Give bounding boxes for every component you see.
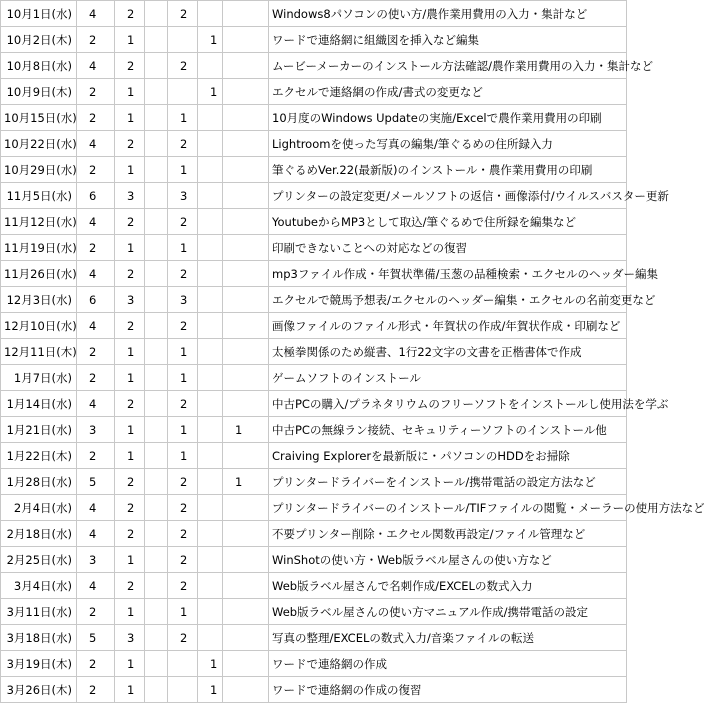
count-cell-3: [145, 157, 168, 183]
date-cell: 3月4日(水): [1, 573, 77, 599]
count-cell-4: 2: [168, 625, 198, 651]
table-row: [1, 391, 627, 417]
count-cell-5: [198, 261, 223, 287]
description-cell: ワードで連絡網に組織図を挿入など編集: [269, 27, 627, 53]
count-cell-4: [168, 651, 198, 677]
count-cell-5: [198, 287, 223, 313]
description-cell: プリンタードライバーのインストール/TIFファイルの閲覧・メーラーの使用方法など: [269, 495, 627, 521]
count-cell-4: 2: [168, 495, 198, 521]
count-cell-2: 3: [115, 183, 145, 209]
description-cell: 10月度のWindows Updateの実施/Excelで農作業用費用の印刷: [269, 105, 627, 131]
count-cell-3: [145, 443, 168, 469]
table-row: [1, 625, 627, 651]
description-cell: Web版ラベル屋さんの使い方マニュアル作成/携帯電話の設定: [269, 599, 627, 625]
count-cell-2: 3: [115, 287, 145, 313]
count-cell-5: [198, 105, 223, 131]
count-cell-1: 4: [77, 209, 115, 235]
count-cell-5: [198, 469, 223, 495]
count-cell-3: [145, 183, 168, 209]
count-cell-2: 1: [115, 105, 145, 131]
description-cell: 中古PCの無線ラン接続、セキュリティーソフトのインストール他: [269, 417, 627, 443]
count-cell-2: 2: [115, 1, 145, 27]
count-cell-1: 2: [77, 651, 115, 677]
count-cell-3: [145, 27, 168, 53]
table-row: [1, 1, 627, 27]
count-cell-1: 2: [77, 599, 115, 625]
count-cell-3: [145, 365, 168, 391]
count-cell-2: 2: [115, 261, 145, 287]
count-cell-6: [223, 157, 269, 183]
table-row: [1, 443, 627, 469]
count-cell-6: [223, 261, 269, 287]
count-cell-6: [223, 573, 269, 599]
count-cell-1: 2: [77, 365, 115, 391]
count-cell-4: 2: [168, 469, 198, 495]
date-cell: 12月10日(水): [1, 313, 77, 339]
count-cell-1: 6: [77, 183, 115, 209]
table-row: [1, 183, 627, 209]
count-cell-5: [198, 235, 223, 261]
description-cell: YoutubeからMP3として取込/筆ぐるめで住所録を編集など: [269, 209, 627, 235]
count-cell-6: 1: [223, 417, 269, 443]
count-cell-5: [198, 547, 223, 573]
count-cell-6: [223, 131, 269, 157]
count-cell-5: [198, 365, 223, 391]
count-cell-6: [223, 287, 269, 313]
count-cell-2: 2: [115, 573, 145, 599]
count-cell-1: 4: [77, 53, 115, 79]
count-cell-4: 1: [168, 365, 198, 391]
count-cell-5: [198, 339, 223, 365]
table-row: [1, 599, 627, 625]
count-cell-2: 1: [115, 547, 145, 573]
count-cell-1: 2: [77, 157, 115, 183]
count-cell-5: [198, 521, 223, 547]
count-cell-1: 2: [77, 105, 115, 131]
count-cell-1: 4: [77, 131, 115, 157]
count-cell-3: [145, 391, 168, 417]
count-cell-1: 4: [77, 495, 115, 521]
count-cell-4: 2: [168, 209, 198, 235]
table-row: [1, 417, 627, 443]
count-cell-2: 1: [115, 651, 145, 677]
date-cell: 10月15日(水): [1, 105, 77, 131]
count-cell-3: [145, 677, 168, 703]
table-row: [1, 261, 627, 287]
description-cell: ムービーメーカーのインストール方法確認/農作業用費用の入力・集計など: [269, 53, 627, 79]
count-cell-2: 1: [115, 677, 145, 703]
count-cell-1: 5: [77, 469, 115, 495]
date-cell: 12月11日(木): [1, 339, 77, 365]
count-cell-3: [145, 105, 168, 131]
count-cell-1: 3: [77, 417, 115, 443]
count-cell-2: 1: [115, 27, 145, 53]
date-cell: 3月11日(水): [1, 599, 77, 625]
count-cell-6: [223, 391, 269, 417]
date-cell: 1月22日(木): [1, 443, 77, 469]
table-row: [1, 209, 627, 235]
count-cell-4: 2: [168, 573, 198, 599]
description-cell: Craiving Explorerを最新版に・パソコンのHDDをお掃除: [269, 443, 627, 469]
count-cell-5: [198, 391, 223, 417]
count-cell-1: 5: [77, 625, 115, 651]
date-cell: 11月19日(水): [1, 235, 77, 261]
count-cell-3: [145, 131, 168, 157]
date-cell: 11月12日(水): [1, 209, 77, 235]
count-cell-6: [223, 235, 269, 261]
count-cell-3: [145, 53, 168, 79]
count-cell-3: [145, 287, 168, 313]
count-cell-3: [145, 599, 168, 625]
count-cell-5: [198, 599, 223, 625]
description-cell: 筆ぐるめVer.22(最新版)のインストール・農作業用費用の印刷: [269, 157, 627, 183]
description-cell: ワードで連絡網の作成: [269, 651, 627, 677]
count-cell-5: [198, 183, 223, 209]
count-cell-3: [145, 469, 168, 495]
table-row: [1, 313, 627, 339]
count-cell-3: [145, 625, 168, 651]
count-cell-3: [145, 79, 168, 105]
date-cell: 11月5日(水): [1, 183, 77, 209]
date-cell: 1月28日(水): [1, 469, 77, 495]
description-cell: 写真の整理/EXCELの数式入力/音楽ファイルの転送: [269, 625, 627, 651]
count-cell-4: [168, 79, 198, 105]
count-cell-2: 1: [115, 417, 145, 443]
count-cell-1: 4: [77, 313, 115, 339]
count-cell-6: [223, 625, 269, 651]
description-cell: 画像ファイルのファイル形式・年賀状の作成/年賀状作成・印刷など: [269, 313, 627, 339]
count-cell-5: [198, 209, 223, 235]
table-row: [1, 53, 627, 79]
count-cell-2: 1: [115, 339, 145, 365]
count-cell-6: [223, 599, 269, 625]
table-row: [1, 495, 627, 521]
count-cell-4: 1: [168, 105, 198, 131]
count-cell-6: [223, 339, 269, 365]
count-cell-5: [198, 417, 223, 443]
count-cell-2: 1: [115, 235, 145, 261]
count-cell-3: [145, 1, 168, 27]
date-cell: 11月26日(水): [1, 261, 77, 287]
count-cell-6: [223, 1, 269, 27]
count-cell-3: [145, 235, 168, 261]
count-cell-5: 1: [198, 677, 223, 703]
count-cell-5: [198, 157, 223, 183]
count-cell-4: 2: [168, 391, 198, 417]
date-cell: 10月2日(木): [1, 27, 77, 53]
count-cell-4: 1: [168, 443, 198, 469]
count-cell-4: 2: [168, 131, 198, 157]
count-cell-2: 2: [115, 209, 145, 235]
count-cell-3: [145, 521, 168, 547]
count-cell-2: 2: [115, 521, 145, 547]
table-row: [1, 365, 627, 391]
date-cell: 1月7日(水): [1, 365, 77, 391]
count-cell-1: 2: [77, 443, 115, 469]
count-cell-6: [223, 521, 269, 547]
date-cell: 10月8日(水): [1, 53, 77, 79]
date-cell: 1月21日(水): [1, 417, 77, 443]
table-row: [1, 651, 627, 677]
count-cell-2: 1: [115, 365, 145, 391]
description-cell: Web版ラベル屋さんで名刺作成/EXCELの数式入力: [269, 573, 627, 599]
count-cell-4: 1: [168, 599, 198, 625]
count-cell-3: [145, 573, 168, 599]
table-row: [1, 235, 627, 261]
count-cell-3: [145, 339, 168, 365]
count-cell-6: [223, 53, 269, 79]
count-cell-2: 2: [115, 495, 145, 521]
table-row: [1, 521, 627, 547]
count-cell-2: 1: [115, 157, 145, 183]
count-cell-1: 4: [77, 573, 115, 599]
description-cell: エクセルで競馬予想表/エクセルのヘッダー編集・エクセルの名前変更など: [269, 287, 627, 313]
count-cell-5: 1: [198, 27, 223, 53]
count-cell-6: [223, 105, 269, 131]
count-cell-5: [198, 313, 223, 339]
count-cell-4: 1: [168, 417, 198, 443]
count-cell-4: 2: [168, 53, 198, 79]
count-cell-1: 4: [77, 1, 115, 27]
count-cell-1: 3: [77, 547, 115, 573]
date-cell: 12月3日(水): [1, 287, 77, 313]
count-cell-5: 1: [198, 79, 223, 105]
count-cell-2: 2: [115, 131, 145, 157]
date-cell: 10月9日(木): [1, 79, 77, 105]
count-cell-6: [223, 313, 269, 339]
count-cell-6: [223, 365, 269, 391]
count-cell-5: [198, 495, 223, 521]
count-cell-1: 6: [77, 287, 115, 313]
count-cell-2: 2: [115, 313, 145, 339]
date-cell: 2月4日(水): [1, 495, 77, 521]
table-row: [1, 547, 627, 573]
description-cell: プリンターの設定変更/メールソフトの返信・画像添付/ウイルスバスター更新: [269, 183, 627, 209]
date-cell: 10月22日(水): [1, 131, 77, 157]
date-cell: 10月29日(水): [1, 157, 77, 183]
count-cell-4: 2: [168, 547, 198, 573]
count-cell-4: 3: [168, 287, 198, 313]
description-cell: Lightroomを使った写真の編集/筆ぐるめの住所録入力: [269, 131, 627, 157]
date-cell: 3月26日(木): [1, 677, 77, 703]
count-cell-6: [223, 443, 269, 469]
count-cell-5: [198, 625, 223, 651]
date-cell: 3月18日(水): [1, 625, 77, 651]
count-cell-1: 2: [77, 79, 115, 105]
count-cell-6: [223, 547, 269, 573]
description-cell: ワードで連絡網の作成の復習: [269, 677, 627, 703]
count-cell-4: 1: [168, 235, 198, 261]
description-cell: 印刷できないことへの対応などの復習: [269, 235, 627, 261]
count-cell-5: [198, 573, 223, 599]
count-cell-2: 2: [115, 53, 145, 79]
count-cell-5: 1: [198, 651, 223, 677]
description-cell: Windows8パソコンの使い方/農作業用費用の入力・集計など: [269, 1, 627, 27]
count-cell-1: 2: [77, 235, 115, 261]
description-cell: 不要プリンター削除・エクセル関数再設定/ファイル管理など: [269, 521, 627, 547]
date-cell: 10月1日(水): [1, 1, 77, 27]
table-row: [1, 339, 627, 365]
count-cell-1: 2: [77, 677, 115, 703]
count-cell-4: 2: [168, 261, 198, 287]
table-row: [1, 573, 627, 599]
count-cell-2: 3: [115, 625, 145, 651]
count-cell-2: 1: [115, 79, 145, 105]
count-cell-1: 2: [77, 339, 115, 365]
count-cell-5: [198, 443, 223, 469]
count-cell-5: [198, 53, 223, 79]
table-row: [1, 105, 627, 131]
count-cell-4: 2: [168, 521, 198, 547]
count-cell-6: [223, 183, 269, 209]
count-cell-6: [223, 27, 269, 53]
count-cell-4: 3: [168, 183, 198, 209]
count-cell-6: [223, 651, 269, 677]
table-row: [1, 157, 627, 183]
description-cell: 中古PCの購入/プラネタリウムのフリーソフトをインストールし使用法を学ぶ: [269, 391, 627, 417]
date-cell: 2月18日(水): [1, 521, 77, 547]
count-cell-3: [145, 417, 168, 443]
table-row: [1, 287, 627, 313]
count-cell-1: 4: [77, 521, 115, 547]
description-cell: mp3ファイル作成・年賀状準備/玉葱の品種検索・エクセルのヘッダー編集: [269, 261, 627, 287]
count-cell-4: [168, 27, 198, 53]
count-cell-1: 2: [77, 27, 115, 53]
schedule-table-body: [1, 1, 705, 703]
count-cell-6: 1: [223, 469, 269, 495]
date-cell: 3月19日(木): [1, 651, 77, 677]
count-cell-3: [145, 313, 168, 339]
count-cell-1: 4: [77, 391, 115, 417]
count-cell-4: 1: [168, 157, 198, 183]
count-cell-3: [145, 261, 168, 287]
count-cell-2: 1: [115, 599, 145, 625]
table-row: [1, 131, 627, 157]
count-cell-2: 2: [115, 391, 145, 417]
description-cell: ゲームソフトのインストール: [269, 365, 627, 391]
description-cell: エクセルで連絡網の作成/書式の変更など: [269, 79, 627, 105]
count-cell-4: [168, 677, 198, 703]
count-cell-1: 4: [77, 261, 115, 287]
count-cell-6: [223, 79, 269, 105]
table-row: [1, 677, 627, 703]
date-cell: 2月25日(水): [1, 547, 77, 573]
count-cell-2: 2: [115, 469, 145, 495]
count-cell-4: 1: [168, 339, 198, 365]
count-cell-2: 1: [115, 443, 145, 469]
count-cell-4: 2: [168, 1, 198, 27]
description-cell: WinShotの使い方・Web版ラベル屋さんの使い方など: [269, 547, 627, 573]
count-cell-6: [223, 677, 269, 703]
count-cell-5: [198, 1, 223, 27]
count-cell-5: [198, 131, 223, 157]
description-cell: プリンタードライバーをインストール/携帯電話の設定方法など: [269, 469, 627, 495]
count-cell-6: [223, 209, 269, 235]
count-cell-3: [145, 651, 168, 677]
count-cell-4: 2: [168, 313, 198, 339]
count-cell-3: [145, 547, 168, 573]
description-cell: 太極拳関係のため縦書、1行22文字の文書を正楷書体で作成: [269, 339, 627, 365]
table-row: [1, 27, 627, 53]
count-cell-3: [145, 209, 168, 235]
count-cell-3: [145, 495, 168, 521]
table-row: [1, 79, 627, 105]
table-row: [1, 469, 627, 495]
date-cell: 1月14日(水): [1, 391, 77, 417]
count-cell-6: [223, 495, 269, 521]
